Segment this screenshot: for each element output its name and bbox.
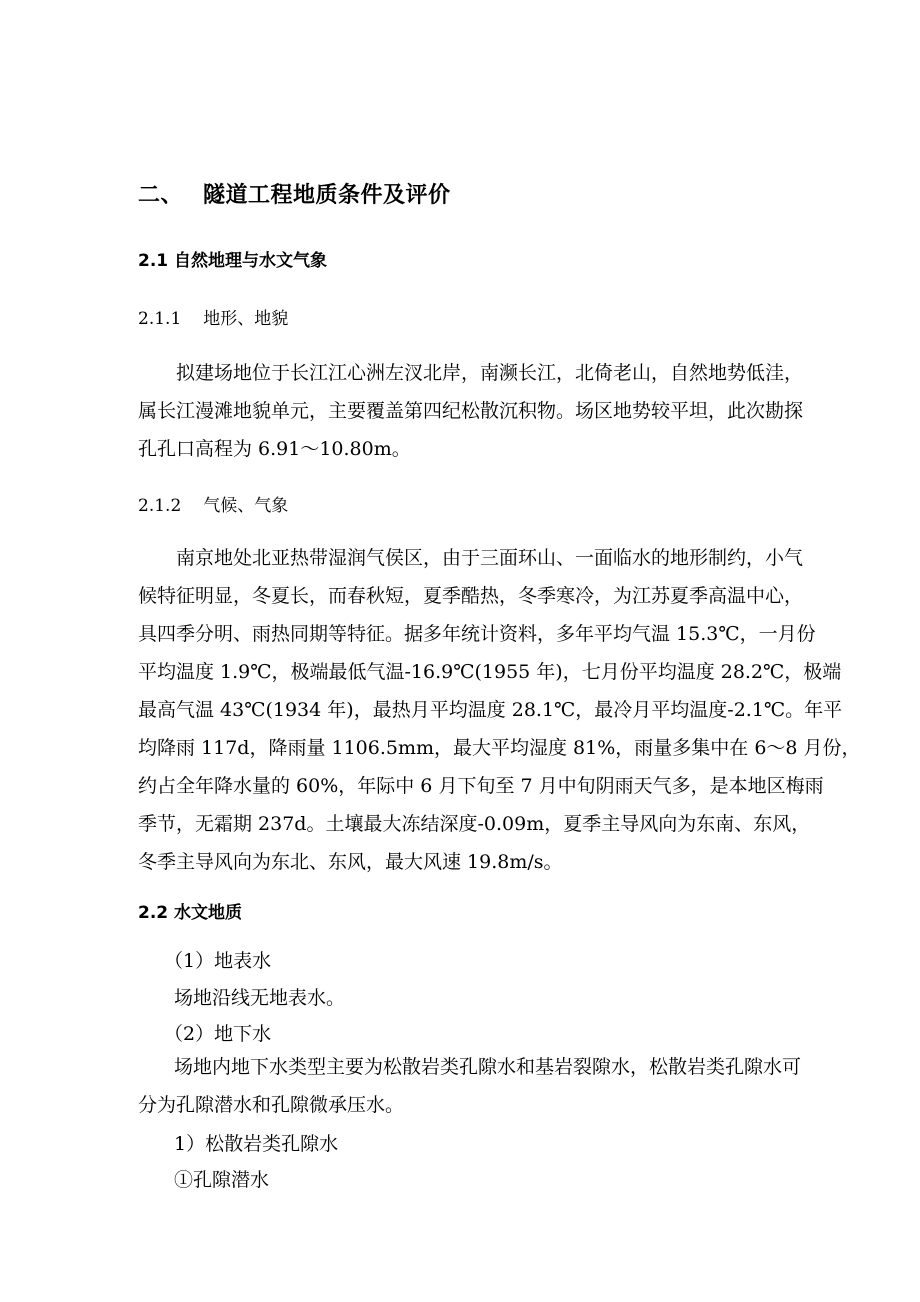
list-item-loose-rock-pore-water: 1）松散岩类孔隙水 (174, 1133, 339, 1155)
paragraph-climate (138, 539, 861, 881)
heading-number: 2.1.2 (138, 496, 182, 516)
heading-text: 地形、地貌 (203, 309, 289, 329)
surface-water-heading: （1）地表水 (164, 950, 272, 972)
subsubsection-heading-2-1-2 (138, 491, 288, 516)
section-number: 二、 (138, 183, 184, 208)
paragraph-line: 分为孔隙潜水和孔隙微承压水。 (138, 1094, 405, 1116)
paragraph-line: 属长江漫滩地貌单元，主要覆盖第四纪松散沉积物。场区地势较平坦，此次勘探 (138, 400, 804, 422)
section-title (138, 178, 451, 209)
heading-number: 2.1.1 (138, 309, 182, 329)
paragraph-line: 冬季主导风向为东北、东风，最大风速 19.8m/s。 (138, 851, 563, 873)
paragraph-line: 平均温度 1.9℃，极端最低气温-16.9℃(1955 年)，七月份平均温度 28.2℃，极端 (138, 661, 842, 683)
ground-water-paragraph (138, 1048, 801, 1124)
paragraph-terrain (138, 354, 803, 468)
paragraph-line: 具四季分明、雨热同期等特征。据多年统计资料，多年平均气温 15.3℃，一月份 (138, 623, 816, 645)
subsection-heading-2-2: 2.2 水文地质 (138, 903, 243, 923)
list-item-pore-phreatic-water: ①孔隙潜水 (174, 1169, 270, 1191)
surface-water-text: 场地沿线无地表水。 (174, 987, 346, 1009)
paragraph-line: 最高气温 43℃(1934 年)，最热月平均温度 28.1℃，最冷月平均温度-2.1℃。年平 (138, 699, 843, 721)
paragraph-line: 拟建场地位于长江江心洲左汊北岸，南濒长江，北倚老山，自然地势低洼， (176, 362, 804, 384)
ground-water-heading: （2）地下水 (164, 1023, 272, 1045)
subsubsection-heading-2-1-1 (138, 304, 288, 329)
heading-text: 气候、气象 (203, 496, 289, 516)
paragraph-line: 季节，无霜期 237d。土壤最大冻结深度-0.09m，夏季主导风向为东南、东风， (138, 813, 811, 835)
paragraph-line: 约占全年降水量的 60%，年际中 6 月下旬至 7 月中旬阴雨天气多，是本地区梅雨 (138, 775, 824, 797)
paragraph-line: 孔孔口高程为 6.91～10.80m。 (138, 438, 411, 460)
paragraph-line: 均降雨 117d，降雨量 1106.5mm，最大平均湿度 81%，雨量多集中在 6～8 月份， (138, 737, 861, 759)
section-title-text: 隧道工程地质条件及评价 (203, 183, 451, 208)
subsection-heading-2-1: 2.1 自然地理与水文气象 (138, 251, 328, 271)
paragraph-line: 候特征明显，冬夏长，而春秋短，夏季酷热，冬季寒冷，为江苏夏季高温中心， (138, 585, 804, 607)
paragraph-line: 南京地处北亚热带湿润气侯区，由于三面环山、一面临水的地形制约，小气 (176, 547, 804, 569)
paragraph-line: 场地内地下水类型主要为松散岩类孔隙水和基岩裂隙水，松散岩类孔隙水可 (174, 1056, 802, 1078)
